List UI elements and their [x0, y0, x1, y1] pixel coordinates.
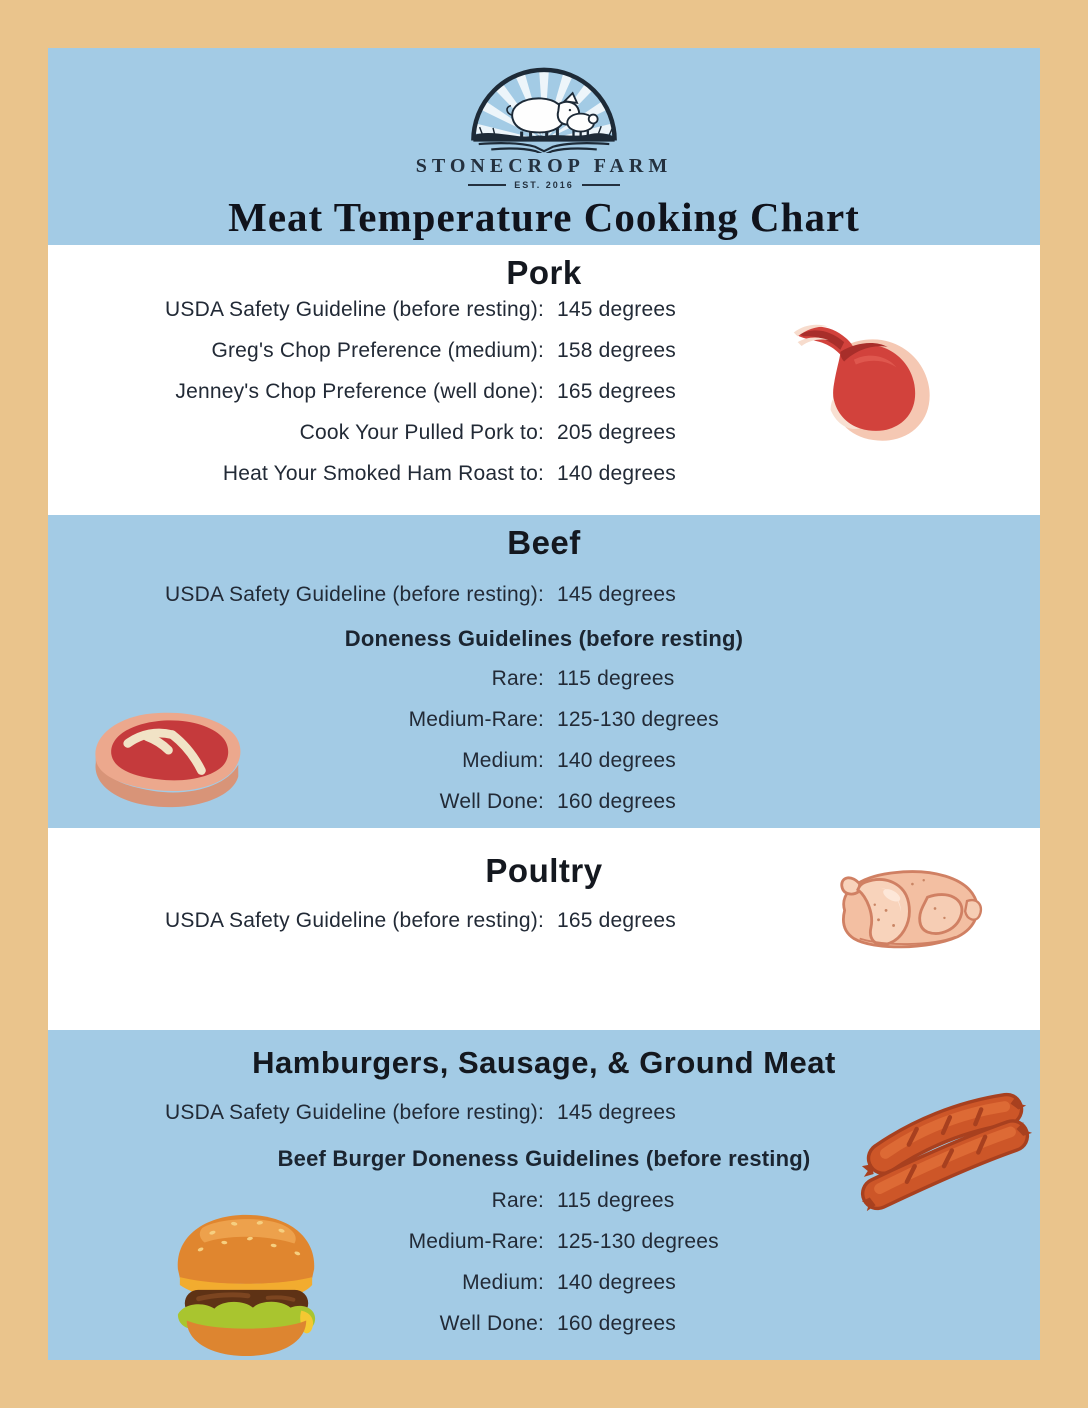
row-label: Well Done:	[439, 790, 544, 813]
row-value: 140 degrees	[557, 749, 676, 772]
pork-chop-illustration	[788, 313, 943, 444]
row-label: USDA Safety Guideline (before resting):	[165, 583, 544, 606]
row-label: USDA Safety Guideline (before resting):	[165, 298, 544, 321]
farm-logo	[48, 60, 1040, 190]
row-value: 145 degrees	[557, 1101, 676, 1124]
raw-chicken-illustration	[818, 852, 988, 965]
row-label: Medium-Rare:	[408, 1230, 544, 1253]
row-label: USDA Safety Guideline (before resting):	[165, 909, 544, 932]
section-heading-poultry: Poultry	[485, 852, 603, 889]
farm-name: STONECROP FARM	[415, 155, 673, 177]
row-value: 145 degrees	[557, 583, 676, 606]
row-label: Jenney's Chop Preference (well done):	[175, 380, 544, 403]
sausage-links-illustration	[858, 1080, 1034, 1222]
row-value: 125-130 degrees	[557, 1230, 719, 1253]
row-value: 145 degrees	[557, 298, 676, 321]
burger-doneness-subheading: Beef Burger Doneness Guidelines (before resting)	[277, 1146, 811, 1171]
t-bone-steak-illustration	[85, 693, 250, 819]
section-poultry	[48, 828, 1040, 1030]
header	[48, 48, 1040, 245]
row-value: 160 degrees	[557, 1312, 676, 1335]
cheeseburger-illustration	[165, 1206, 328, 1359]
row-label: Cook Your Pulled Pork to:	[299, 421, 544, 444]
row-value: 165 degrees	[557, 380, 676, 403]
row-label: Medium-Rare:	[408, 708, 544, 731]
row-label: Rare:	[491, 1189, 544, 1212]
row-value: 160 degrees	[557, 790, 676, 813]
row-label: Well Done:	[439, 1312, 544, 1335]
est-text: EST. 2016	[514, 180, 574, 190]
row-value: 115 degrees	[557, 1189, 675, 1212]
established-line	[468, 180, 620, 190]
section-heading-pork: Pork	[506, 254, 582, 291]
table-row	[48, 463, 1040, 485]
row-value: 158 degrees	[557, 339, 676, 362]
row-label: Medium:	[462, 749, 544, 772]
section-ground-meat	[48, 1030, 1040, 1360]
section-pork	[48, 245, 1040, 515]
table-row	[48, 668, 1040, 690]
row-label: Rare:	[491, 667, 544, 690]
section-heading-ground-meat: Hamburgers, Sausage, & Ground Meat	[252, 1045, 836, 1080]
section-heading-beef: Beef	[507, 524, 581, 561]
section-beef	[48, 515, 1040, 828]
poster-panel	[48, 48, 1040, 1360]
beef-doneness-subheading: Doneness Guidelines (before resting)	[344, 626, 744, 651]
row-value: 165 degrees	[557, 909, 676, 932]
est-dash-left	[468, 184, 506, 186]
row-value: 115 degrees	[557, 667, 675, 690]
row-label: Heat Your Smoked Ham Roast to:	[222, 462, 544, 485]
row-value: 140 degrees	[557, 1271, 676, 1294]
row-label: Medium:	[462, 1271, 544, 1294]
row-value: 205 degrees	[557, 421, 676, 444]
row-value: 140 degrees	[557, 462, 676, 485]
row-label: Greg's Chop Preference (medium):	[211, 339, 544, 362]
row-value: 125-130 degrees	[557, 708, 719, 731]
est-dash-right	[582, 184, 620, 186]
farm-crest-icon	[468, 60, 620, 153]
table-row	[48, 584, 1040, 606]
row-label: USDA Safety Guideline (before resting):	[165, 1101, 544, 1124]
page-title: Meat Temperature Cooking Chart	[228, 194, 860, 240]
